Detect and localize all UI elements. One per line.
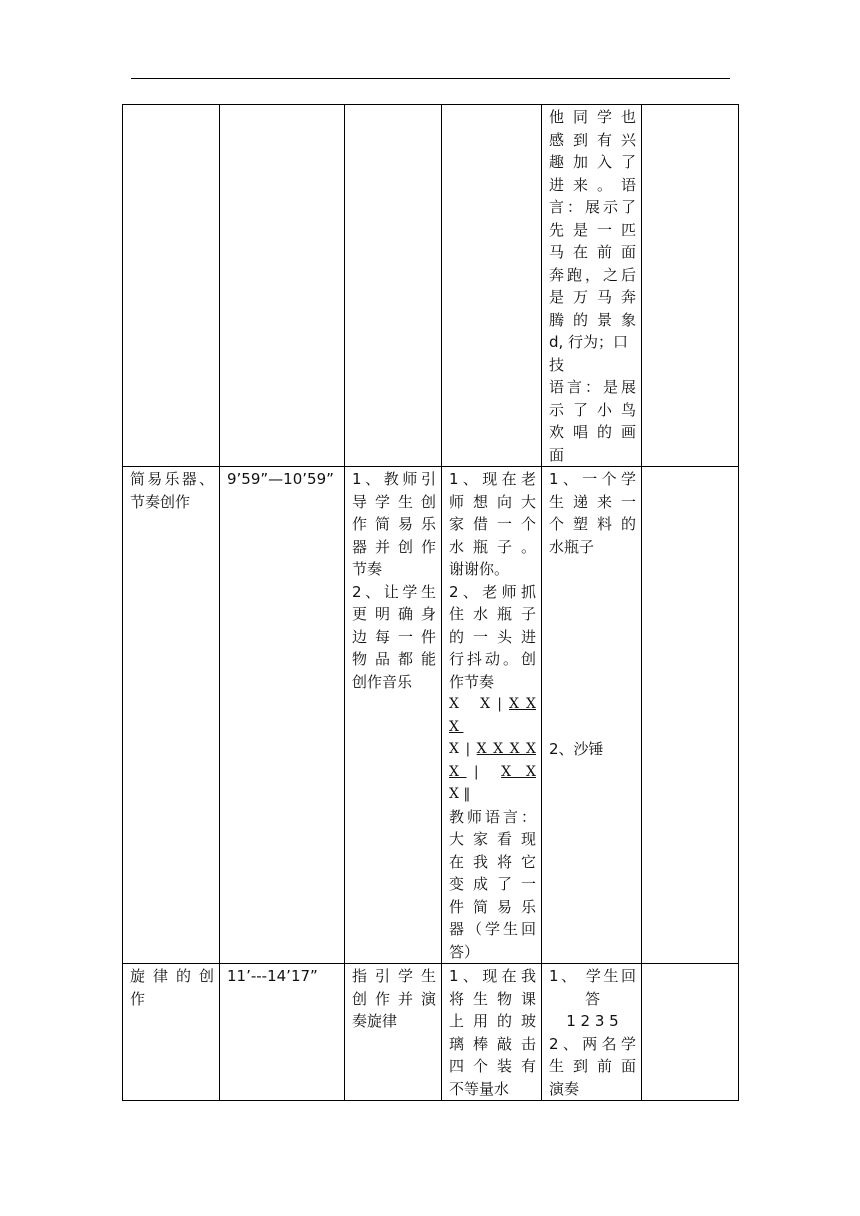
text-line: 2、让学生 bbox=[352, 582, 436, 601]
time-cell: 11’---14’17” bbox=[220, 964, 345, 1101]
text-line: 马在前面 bbox=[549, 243, 636, 261]
text-line: 趣加入了 bbox=[549, 153, 636, 171]
text-line: 上用的玻 bbox=[449, 1012, 536, 1030]
text-line: 在我将它 bbox=[449, 852, 536, 871]
text-line: 的一头进 bbox=[449, 627, 536, 646]
text-line: 是万马奔 bbox=[549, 288, 636, 306]
text-line: 创作音乐 bbox=[352, 672, 413, 691]
text-line: 生到前面 bbox=[549, 1057, 636, 1075]
text-line: 技 bbox=[549, 355, 565, 374]
remarks-cell bbox=[642, 105, 739, 467]
text-line: 1、 学生回 bbox=[549, 967, 636, 985]
text-line: 作简易乐 bbox=[352, 515, 436, 533]
text-line: 奏旋律 bbox=[352, 1012, 398, 1030]
text-line: 作节奏 bbox=[449, 672, 495, 691]
text-line: 感到有兴 bbox=[549, 130, 636, 149]
goal-cell bbox=[345, 467, 442, 964]
text-line: 先是一匹 bbox=[549, 220, 636, 239]
student-activity-2: 2、沙锤 bbox=[549, 740, 604, 758]
text-line: 家借一个 bbox=[449, 515, 536, 533]
table-row bbox=[123, 467, 739, 964]
goal-cell bbox=[345, 105, 442, 467]
text-line: 旋律的创 bbox=[130, 967, 214, 985]
text-line: 师想向大 bbox=[449, 492, 536, 511]
student-activity-cell bbox=[542, 467, 642, 964]
stage-cell bbox=[123, 105, 220, 467]
text-line: 不等量水 bbox=[449, 1079, 510, 1098]
text-line: 奔跑，之后 bbox=[549, 265, 636, 284]
text-line: 1、一个学 bbox=[549, 470, 636, 488]
text-line: 答 bbox=[584, 989, 600, 1008]
text-line: 谢谢你。 bbox=[449, 560, 510, 578]
text-line: 1、教师引 bbox=[352, 470, 436, 488]
text-line: 进来。语 bbox=[549, 175, 636, 194]
teacher-activity-cell bbox=[442, 467, 542, 964]
lesson-plan-table bbox=[122, 104, 739, 1101]
time-cell: 9’59”—10’59” bbox=[220, 467, 345, 964]
remarks-cell bbox=[642, 467, 739, 964]
text-line: 作 bbox=[130, 989, 146, 1008]
goal-cell bbox=[345, 964, 442, 1101]
text-line: 住水瓶子 bbox=[449, 605, 536, 623]
text-line: 答） bbox=[449, 942, 480, 961]
text-line: 语言：是展 bbox=[549, 378, 636, 396]
stage-cell: 简易乐器、节奏创作 bbox=[123, 467, 220, 964]
text-line: 示了小鸟 bbox=[549, 400, 636, 419]
header-rule bbox=[131, 78, 730, 79]
student-activity-cell bbox=[542, 105, 642, 467]
text-line: 水瓶子。 bbox=[449, 537, 536, 556]
text-line: 导学生创 bbox=[352, 492, 436, 511]
text-line: 器并创作 bbox=[352, 537, 436, 556]
text-line: 将生物课 bbox=[449, 989, 536, 1008]
text-line: 2、两名学 bbox=[549, 1034, 636, 1053]
text-line: 生递来一 bbox=[549, 492, 636, 511]
text-line: 个塑料的 bbox=[549, 515, 636, 533]
text-line: 璃棒敲击 bbox=[449, 1034, 536, 1053]
text-line: 行抖动。创 bbox=[449, 650, 536, 668]
table-row bbox=[123, 964, 739, 1101]
text-line: 腾的景象 bbox=[549, 310, 636, 329]
text-line: 边每一件 bbox=[352, 627, 436, 646]
text-line: 物品都能 bbox=[352, 650, 436, 668]
text-line: 件简易乐 bbox=[449, 897, 536, 916]
text-line: 1、现在我 bbox=[449, 967, 536, 985]
text-line: 面 bbox=[549, 445, 565, 464]
teacher-activity-cell bbox=[442, 964, 542, 1101]
student-activity-cell bbox=[542, 964, 642, 1101]
stage-cell bbox=[123, 964, 220, 1101]
text-line: 他同学也 bbox=[549, 108, 636, 126]
text-line: 水瓶子 bbox=[549, 537, 595, 556]
text-line: 演奏 bbox=[549, 1079, 580, 1098]
text-line: 四个装有 bbox=[449, 1057, 536, 1075]
text-line: 更明确身 bbox=[352, 605, 436, 623]
remarks-cell bbox=[642, 964, 739, 1101]
text-line: d, 行为；口 bbox=[549, 333, 629, 351]
teacher-activity-cell bbox=[442, 105, 542, 467]
text-line: 2、老师抓 bbox=[449, 582, 536, 601]
text-line: 创作并演 bbox=[352, 989, 436, 1008]
text-line: 器（学生回 bbox=[449, 920, 536, 938]
text-line: 1 2 3 5 bbox=[566, 1012, 619, 1030]
rhythm-notation: X X | X X X X | X X X X X | X X X ‖ bbox=[449, 696, 537, 802]
text-line: 变成了一 bbox=[449, 875, 536, 893]
text-line: 言：展示了 bbox=[549, 198, 636, 216]
text-line: 节奏 bbox=[352, 560, 383, 578]
text-line: 指引学生 bbox=[352, 967, 436, 985]
text-line: 教师语言： bbox=[449, 807, 536, 826]
text-line: 欢唱的画 bbox=[549, 423, 636, 441]
time-cell bbox=[220, 105, 345, 467]
table-row bbox=[123, 105, 739, 467]
text-line: 1、现在老 bbox=[449, 470, 536, 488]
text-line: 大家看现 bbox=[449, 830, 536, 848]
